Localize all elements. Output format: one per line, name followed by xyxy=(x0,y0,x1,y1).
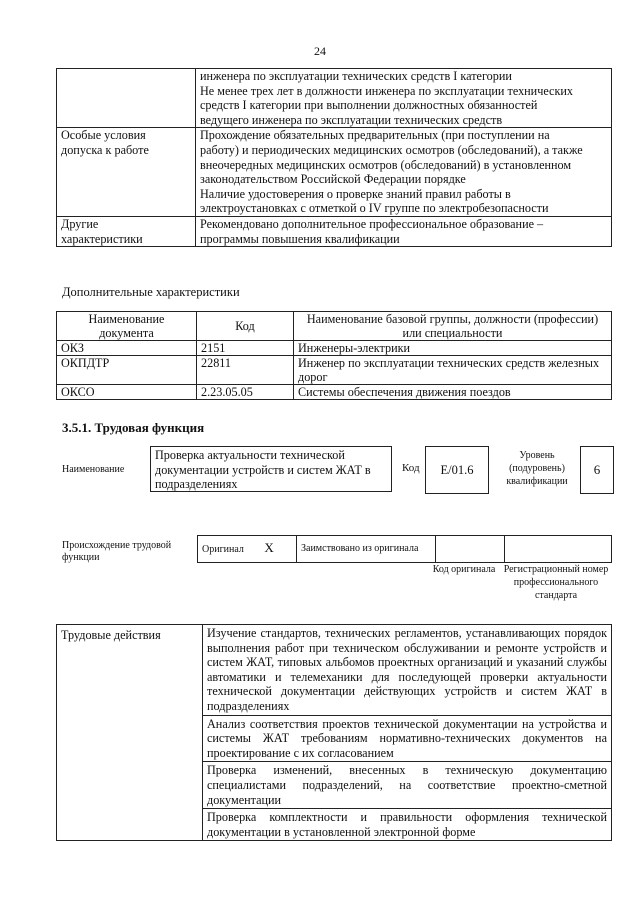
reg-number-cell xyxy=(505,536,612,563)
table-cell: ОКСО xyxy=(57,385,197,400)
actions-table xyxy=(56,624,612,841)
additional-table xyxy=(56,311,612,400)
table-cell: 2.23.05.05 xyxy=(197,385,294,400)
label-line: допуска к работе xyxy=(61,142,149,157)
row-label xyxy=(57,216,196,246)
text-line: Рекомендовано дополнительное профессиональное образование – xyxy=(200,216,544,231)
text-line: внеочередных медицинских осмотров (обследований) в установленном xyxy=(200,157,572,172)
column-header: Наименование документа xyxy=(57,312,197,341)
table-row xyxy=(57,128,612,217)
text-line: Прохождение обязательных предварительных (при поступлении на xyxy=(200,128,550,143)
original-cell xyxy=(198,536,297,563)
text-line: инженера по эксплуатации технических средств I категории xyxy=(200,69,512,83)
level-label: Уровень (подуровень) квалификации xyxy=(506,450,568,487)
page-number: 24 xyxy=(314,44,326,58)
label-line: характеристики xyxy=(61,231,143,246)
name-label: Наименование xyxy=(62,464,125,475)
row-text xyxy=(196,69,612,128)
function-name-box: Проверка актуальности технической документации устройств и систем ЖАТ в подразделениях xyxy=(150,446,392,492)
action-item: Проверка изменений, внесенных в техническую документацию специалистами подразделений, на соответствие проектно-сметной документации xyxy=(203,762,612,809)
table-row xyxy=(57,69,612,128)
text-line: работу) и периодических медицинских осмотров (обследований), а также xyxy=(200,142,583,157)
text-line: средств I категории при выполнении должностных обязанностей xyxy=(200,98,538,113)
requirements-table xyxy=(56,68,612,247)
table-cell: Системы обеспечения движения поездов xyxy=(294,385,612,400)
row-text xyxy=(196,128,612,217)
borrowed-cell: Заимствовано из оригинала xyxy=(297,536,436,563)
text-line: Не менее трех лет в должности инженера по эксплуатации технических xyxy=(200,83,573,98)
table-cell: ОКПДТР xyxy=(57,356,197,385)
row-label xyxy=(57,69,196,128)
action-item: Проверка комплектности и правильности оформления технической документации в установленной электронной форме xyxy=(203,809,612,841)
table-cell: 2151 xyxy=(197,341,294,356)
column-header: Наименование базовой группы, должности (профессии) или специальности xyxy=(294,312,612,341)
table-row xyxy=(57,356,612,385)
section-title: 3.5.1. Трудовая функция xyxy=(62,420,205,435)
label-line: Особые условия xyxy=(61,128,146,143)
reg-number-label: Регистрационный номер профессионального стандарта xyxy=(503,564,609,601)
actions-label: Трудовые действия xyxy=(57,625,203,841)
text-line: законодательством Российской Федерации порядке xyxy=(200,172,466,187)
table-cell: ОКЗ xyxy=(57,341,197,356)
code-box: E/01.6 xyxy=(425,446,489,494)
label-line: Другие xyxy=(61,216,99,231)
table-row xyxy=(198,536,612,563)
action-item: Анализ соответствия проектов технической документации на устройства и системы ЖАТ требованиям нормативно-технических документов на проектирование с их согласованием xyxy=(203,715,612,762)
origin-label-text: Происхождение трудовой функции xyxy=(62,540,172,563)
table-row xyxy=(57,385,612,400)
table-cell: 22811 xyxy=(197,356,294,385)
table-row xyxy=(57,341,612,356)
row-text xyxy=(196,216,612,246)
code-original-cell xyxy=(436,536,505,563)
origin-label xyxy=(62,540,197,564)
table-row xyxy=(57,216,612,246)
table-cell: Инженер по эксплуатации технических средств железных дорог xyxy=(294,356,612,385)
table-cell: Инженеры-электрики xyxy=(294,341,612,356)
original-label: Оригинал xyxy=(202,544,244,555)
additional-title: Дополнительные характеристики xyxy=(62,285,240,299)
text-line: Наличие удостоверения о проверке знаний правил работы в xyxy=(200,186,511,201)
table-row xyxy=(57,625,612,716)
code-label: Код xyxy=(402,462,420,474)
action-item: Изучение стандартов, технических регламентов, устанавливающих порядок выполнения работ при техническом обслуживании и ремонте устройств и систем ЖАТ, типовых альбомов проектных организаций и указаний службы автоматики и телемеханики для последующей проверки актуальности технической документации действующих устройств и систем ЖАТ в подразделениях xyxy=(203,625,612,716)
code-original-label: Код оригинала xyxy=(432,564,496,575)
table-header-row xyxy=(57,312,612,341)
text-line: электроустановках с отметкой о IV группе по электробезопасности xyxy=(200,201,549,216)
original-mark: X xyxy=(264,540,274,555)
level-box: 6 xyxy=(580,446,614,494)
text-line: ведущего инженера по эксплуатации технических средств xyxy=(200,112,503,127)
origin-table xyxy=(197,535,612,563)
row-label xyxy=(57,128,196,217)
text-line: программы повышения квалификации xyxy=(200,231,400,246)
column-header: Код xyxy=(197,312,294,341)
